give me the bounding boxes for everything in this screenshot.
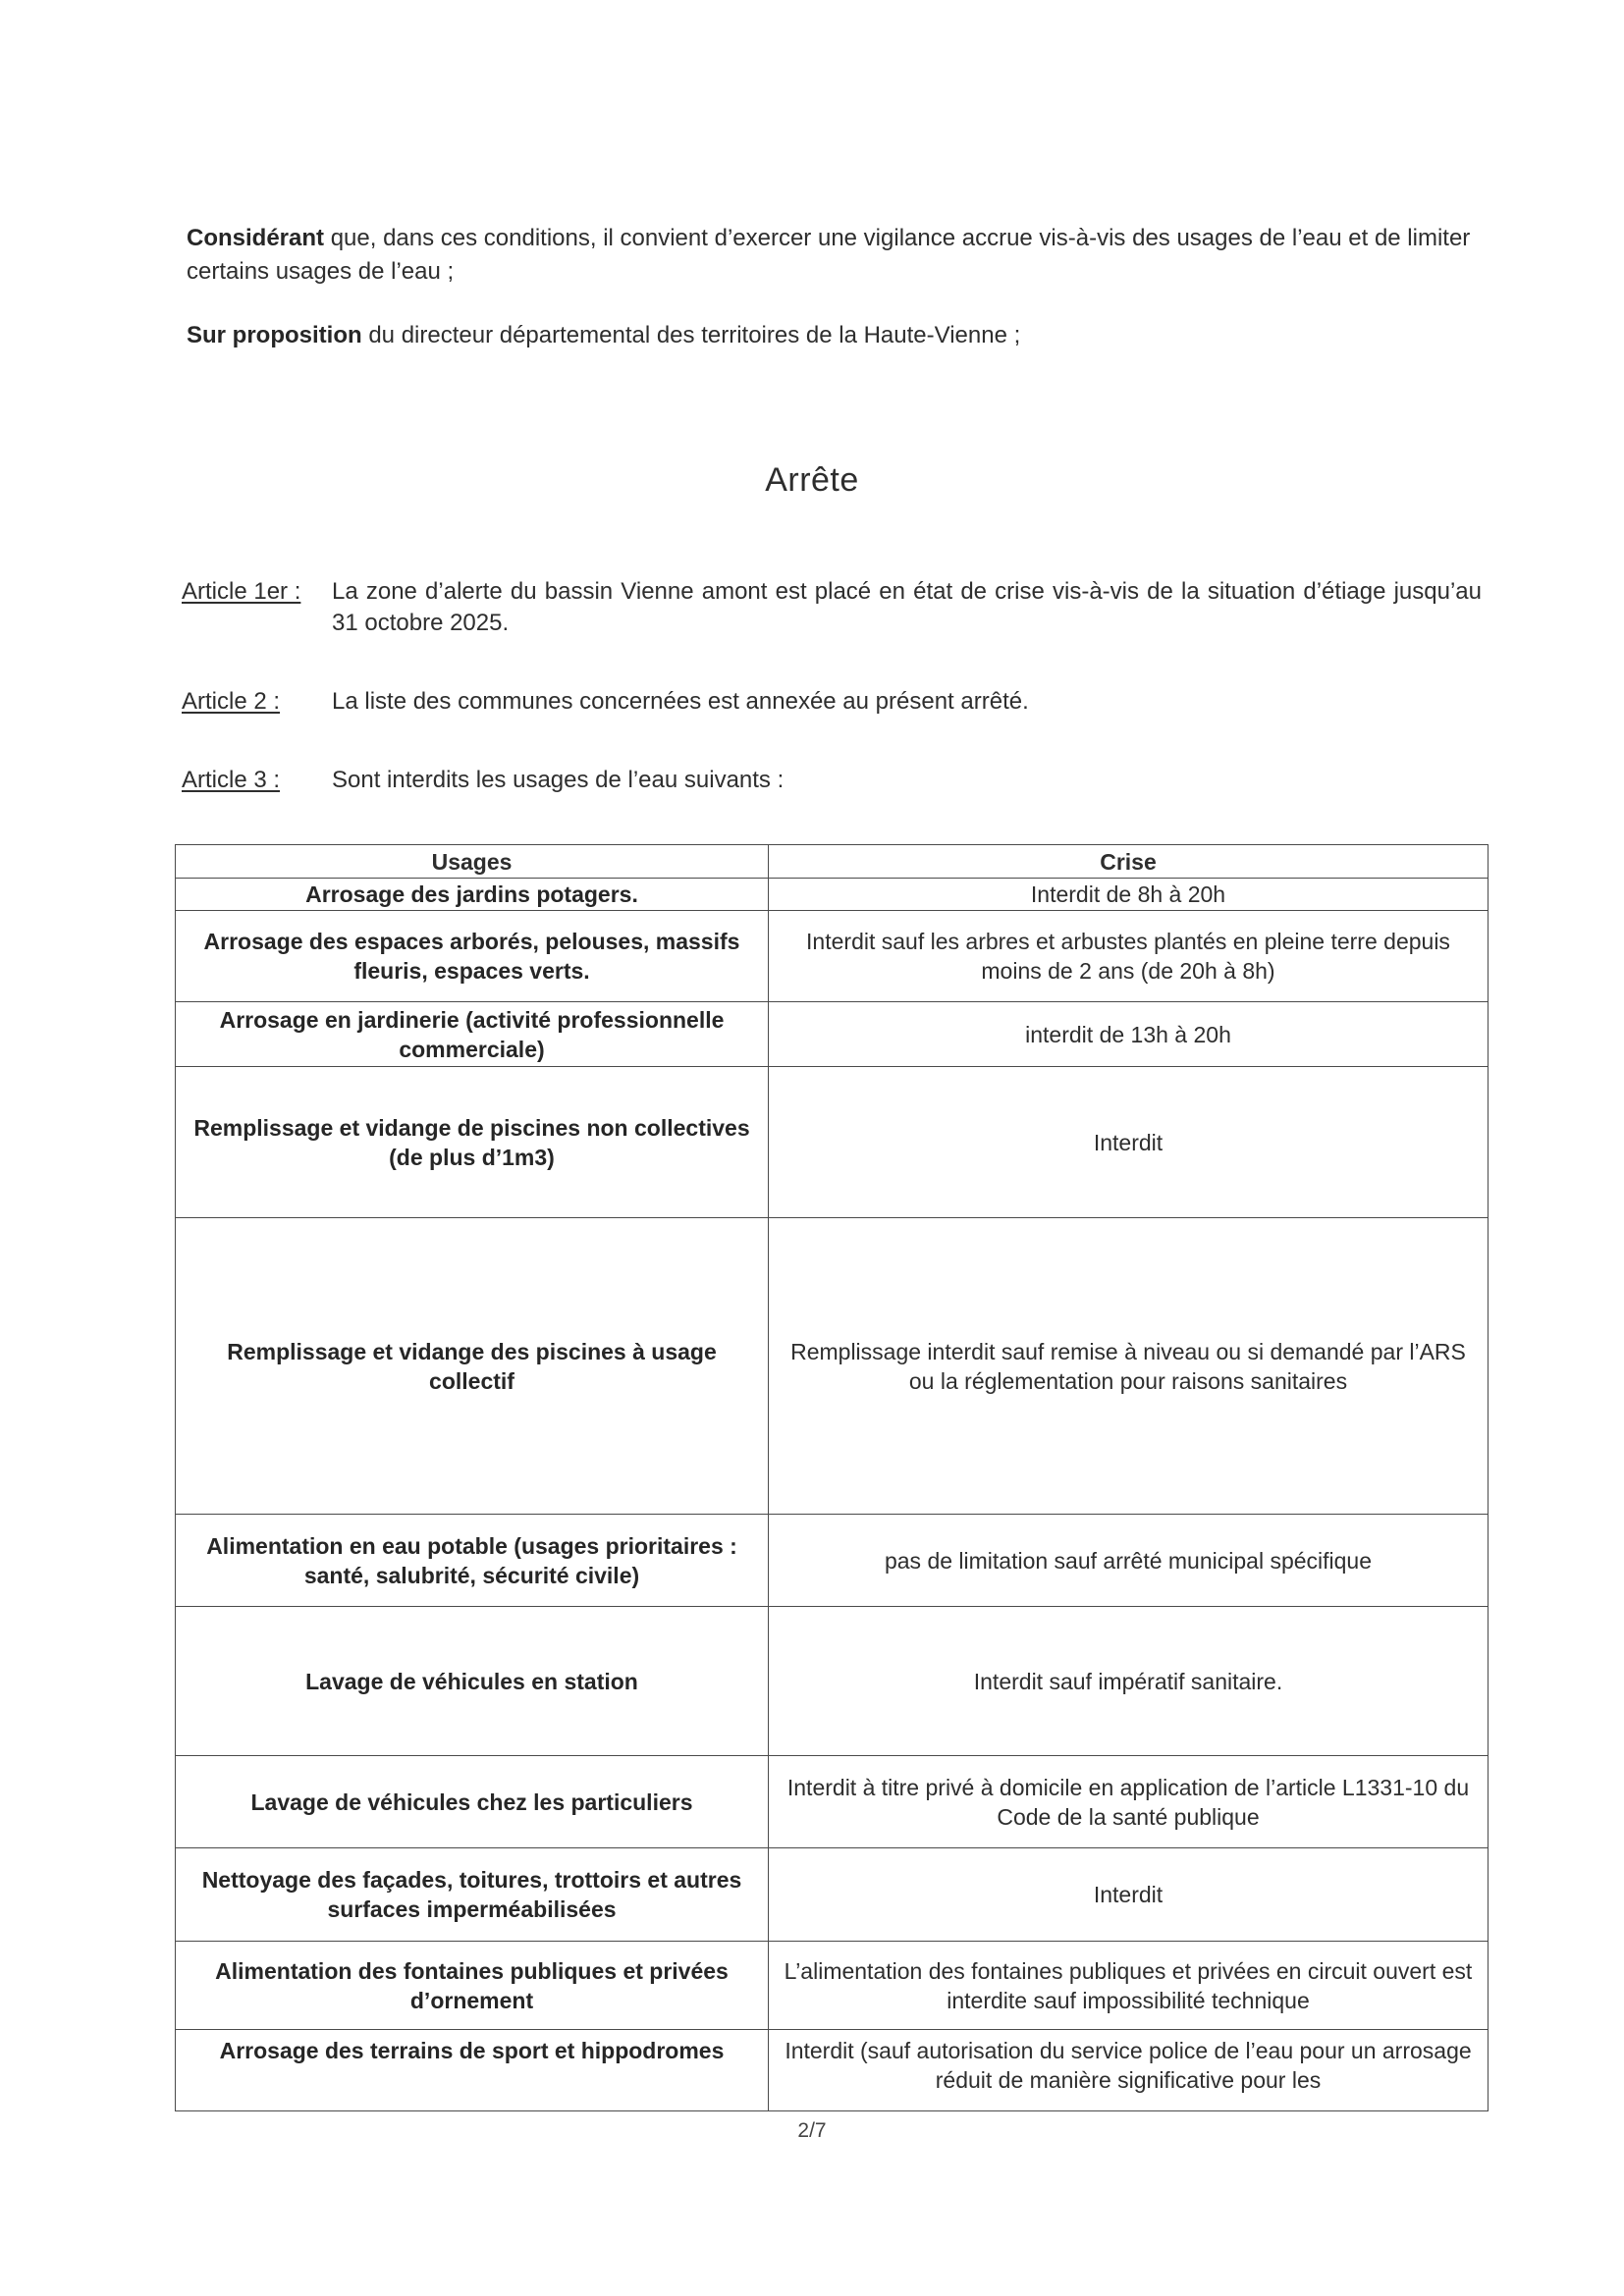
table-row [176, 1942, 1489, 2030]
article-1 [182, 576, 1482, 639]
usage-cell: Nettoyage des façades, toitures, trottoirs et autres surfaces imperméabilisées [176, 1848, 769, 1942]
table-row [176, 2030, 1489, 2111]
usage-cell: Remplissage et vidange de piscines non collectives (de plus d’1m3) [176, 1067, 769, 1218]
considerant-paragraph [187, 222, 1473, 289]
crise-cell: L’alimentation des fontaines publiques et privées en circuit ouvert est interdite sauf impossibilité technique [769, 1942, 1489, 2030]
page-number: 2/7 [797, 2119, 827, 2142]
table-row [176, 1848, 1489, 1942]
decree-heading: Arrête [765, 461, 859, 499]
article-text: La zone d’alerte du bassin Vienne amont est placé en état de crise vis-à-vis de la situation d’étiage jusqu’au 31 octobre 2025. [332, 578, 1482, 636]
crise-cell: Interdit à titre privé à domicile en application de l’article L1331-10 du Code de la santé publique [769, 1756, 1489, 1848]
usage-cell: Arrosage des espaces arborés, pelouses, massifs fleuris, espaces verts. [176, 911, 769, 1002]
proposition-paragraph [187, 319, 1473, 352]
usage-cell: Alimentation en eau potable (usages prioritaires : santé, salubrité, sécurité civile) [176, 1515, 769, 1607]
article-text: La liste des communes concernées est annexée au présent arrêté. [332, 688, 1029, 715]
crise-cell: Interdit [769, 1067, 1489, 1218]
usage-cell: Lavage de véhicules chez les particuliers [176, 1756, 769, 1848]
table-row [176, 1515, 1489, 1607]
paragraph-lead: Sur proposition [187, 322, 362, 348]
usage-cell: Arrosage des jardins potagers. [176, 879, 769, 911]
table-row [176, 1218, 1489, 1515]
crise-cell: Interdit [769, 1848, 1489, 1942]
table-row [176, 1756, 1489, 1848]
crise-cell: Interdit (sauf autorisation du service police de l’eau pour un arrosage réduit de manière significative pour les [769, 2030, 1489, 2111]
table-row [176, 879, 1489, 911]
article-3 [182, 765, 1482, 796]
crise-cell: interdit de 13h à 20h [769, 1002, 1489, 1067]
usage-cell: Arrosage des terrains de sport et hippodromes [176, 2030, 769, 2111]
table-row [176, 1067, 1489, 1218]
table-row [176, 1607, 1489, 1756]
header-usages: Usages [176, 845, 769, 879]
paragraph-lead: Considérant [187, 225, 325, 251]
usage-cell: Lavage de véhicules en station [176, 1607, 769, 1756]
article-2 [182, 686, 1482, 718]
crise-cell: Interdit de 8h à 20h [769, 879, 1489, 911]
article-label: Article 2 : [182, 688, 281, 715]
header-crise: Crise [769, 845, 1489, 879]
crise-cell: pas de limitation sauf arrêté municipal spécifique [769, 1515, 1489, 1607]
table-header-row [176, 845, 1489, 879]
article-text: Sont interdits les usages de l’eau suivants : [332, 767, 785, 793]
crise-cell: Remplissage interdit sauf remise à niveau ou si demandé par l’ARS ou la réglementation pour raisons sanitaires [769, 1218, 1489, 1515]
table-row [176, 1002, 1489, 1067]
article-label: Article 3 : [182, 767, 281, 793]
water-usage-table [175, 844, 1489, 2111]
paragraph-text: du directeur départemental des territoires de la Haute-Vienne ; [368, 322, 1021, 348]
crise-cell: Interdit sauf impératif sanitaire. [769, 1607, 1489, 1756]
usage-cell: Alimentation des fontaines publiques et privées d’ornement [176, 1942, 769, 2030]
usage-cell: Remplissage et vidange des piscines à usage collectif [176, 1218, 769, 1515]
article-label: Article 1er : [182, 578, 301, 605]
usage-cell: Arrosage en jardinerie (activité professionnelle commerciale) [176, 1002, 769, 1067]
paragraph-text: que, dans ces conditions, il convient d’exercer une vigilance accrue vis-à-vis des usages de l’eau et de limiter certains usages de l’eau ; [187, 225, 1471, 285]
table-row [176, 911, 1489, 1002]
crise-cell: Interdit sauf les arbres et arbustes plantés en pleine terre depuis moins de 2 ans (de 20h à 8h) [769, 911, 1489, 1002]
